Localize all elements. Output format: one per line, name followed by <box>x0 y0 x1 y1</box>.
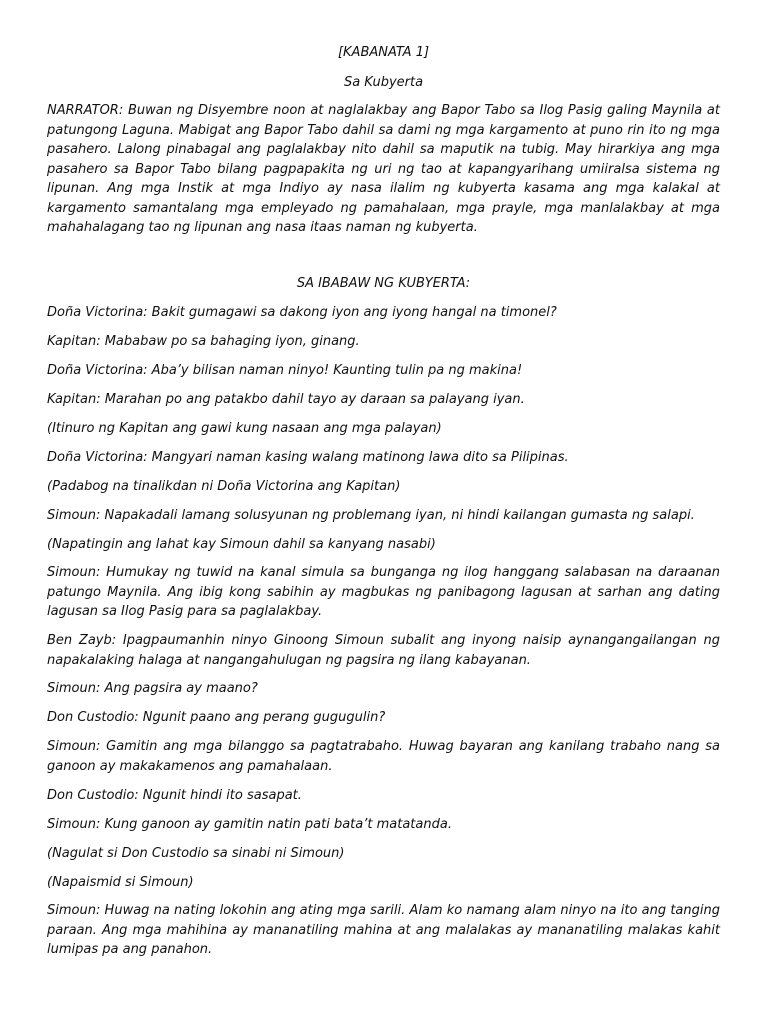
chapter-title: Sa Kubyerta <box>343 75 424 90</box>
dialogue-line: Kapitan: Mababaw po sa bahaging iyon, ginang. <box>47 334 360 349</box>
dialogue-line: Doña Victorina: Bakit gumagawi sa dakong iyon ang iyong hangal na timonel? <box>47 305 557 320</box>
stage-direction: (Padabog na tinalikdan ni Doña Victorina ang Kapitan) <box>47 479 401 494</box>
section-heading: SA IBABAW NG KUBYERTA: <box>296 276 471 291</box>
stage-direction: (Napaismid si Simoun) <box>47 875 194 890</box>
dialogue-line: Ben Zayb: Ipagpaumanhin ninyo Ginoong Simoun subalit ang inyong naisip aynangangailangan ng napakalaking halaga at nangangahulugan ng pagsira ng ilang kabayanan. <box>47 633 720 668</box>
stage-direction: (Nagulat si Don Custodio sa sinabi ni Simoun) <box>47 846 345 861</box>
narrator-paragraph: NARRATOR: Buwan ng Disyembre noon at naglalakbay ang Bapor Tabo sa Ilog Pasig galing Maynila at patungong Laguna. Mabigat ang Bapor Tabo dahil sa dami ng mga kargamento at puno rin ito ng mga pasahero. Lalong pinabagal ang paglalakbay nito dahil sa maputik na tubig. May hirarkiya ang mga pasahero sa Bapor Tabo bilang pagpapakita ng uri ng tao at kapangyarihang umiiralsa sistema ng lipunan. Ang mga Instik at mga Indiyo ay nasa ilalim ng kubyerta kasama ang mga kalakal at kargamento samantalang mga empleyado ng pamahalaan, mga prayle, mga manlalakbay at mga mahahalagang tao ng lipunan ang nasa itaas naman ng kubyerta. <box>47 103 720 235</box>
dialogue-line: Simoun: Ang pagsira ay maano? <box>47 681 258 696</box>
dialogue-line: Doña Victorina: Mangyari naman kasing walang matinong lawa dito sa Pilipinas. <box>47 450 569 465</box>
stage-direction: (Itinuro ng Kapitan ang gawi kung nasaan ang mga palayan) <box>47 421 442 436</box>
dialogue-line: Simoun: Kung ganoon ay gamitin natin pati bata’t matatanda. <box>47 817 452 832</box>
chapter-heading: [KABANATA 1] <box>337 45 430 60</box>
dialogue-line: Don Custodio: Ngunit paano ang perang gugugulin? <box>47 710 386 725</box>
dialogue-line: Simoun: Huwag na nating lokohin ang ating mga sarili. Alam ko namang alam ninyo na ito ang tanging paraan. Ang mga mahihina ay mananatiling mahina at ang malalakas ay mananatiling malakas kahit lumipas pa ang panahon. <box>47 903 720 957</box>
dialogue-line: Simoun: Humukay ng tuwid na kanal simula sa bunganga ng ilog hanggang salabasan na daraanan patungo Maynila. Ang ibig kong sabihin ay magbukas ng panibagong lagusan at sarhan ang dating lagusan sa Ilog Pasig para sa paglalakbay. <box>47 565 720 619</box>
dialogue-line: Doña Victorina: Aba’y bilisan naman ninyo! Kaunting tulin pa ng makina! <box>47 363 523 378</box>
dialogue-line: Simoun: Napakadali lamang solusyunan ng problemang iyan, ni hindi kailangan gumasta ng salapi. <box>47 508 695 523</box>
stage-direction: (Napatingin ang lahat kay Simoun dahil sa kanyang nasabi) <box>47 537 436 552</box>
dialogue-line: Don Custodio: Ngunit hindi ito sasapat. <box>47 788 302 803</box>
dialogue-line: Kapitan: Marahan po ang patakbo dahil tayo ay daraan sa palayang iyan. <box>47 392 525 407</box>
dialogue-line: Simoun: Gamitin ang mga bilanggo sa pagtatrabaho. Huwag bayaran ang kanilang trabaho nang sa ganoon ay makakamenos ang pamahalaan. <box>47 739 720 774</box>
